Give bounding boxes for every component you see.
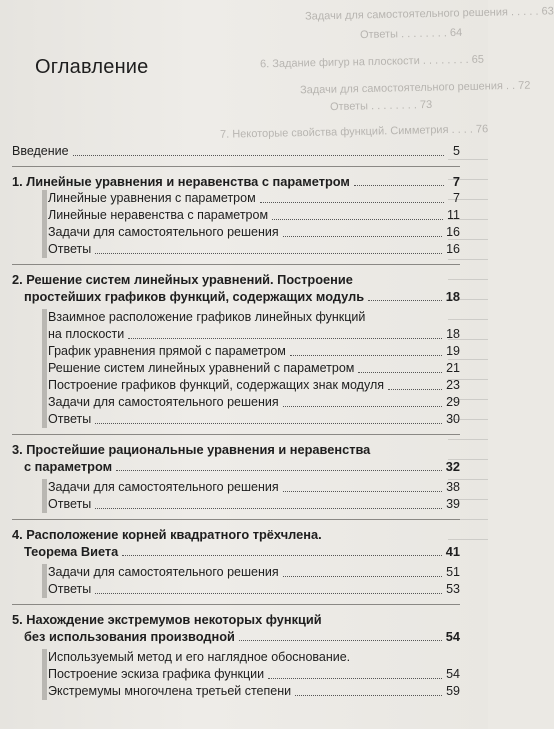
section-label: Ответы: [48, 582, 92, 596]
leader-dots: [95, 507, 442, 509]
section-label: Линейные неравенства с параметром: [48, 208, 269, 222]
toc-chapter-5[interactable]: [12, 611, 460, 645]
leader-dots: [128, 337, 442, 339]
section-page: 18: [446, 327, 460, 341]
section-page: 38: [446, 480, 460, 494]
toc-section[interactable]: [48, 377, 460, 394]
section-label: Задачи для самостоятельного решения: [48, 395, 279, 409]
toc-section[interactable]: [48, 683, 460, 700]
section-label: Используемый метод и его наглядное обоснование.: [48, 650, 351, 664]
section-label: Решение систем линейных уравнений с параметром: [48, 361, 355, 375]
leader-dots: [283, 575, 442, 577]
chapter-title-line-2: простейших графиков функций, содержащих модуль: [24, 289, 365, 304]
section-bar: [42, 649, 47, 700]
leader-dots: [283, 490, 442, 492]
section-bar: [42, 309, 47, 428]
leader-dots: [260, 201, 444, 203]
toc-section[interactable]: [48, 666, 460, 683]
toc-section[interactable]: [48, 496, 460, 513]
chapter-page: 41: [445, 544, 460, 559]
chapter-page: 54: [445, 629, 460, 644]
toc-section[interactable]: [48, 343, 460, 360]
leader-dots: [268, 677, 442, 679]
toc-entry-intro[interactable]: [12, 143, 460, 160]
toc-chapter-2[interactable]: [12, 271, 460, 305]
chapter-page: 18: [445, 289, 460, 304]
chapter-3-sections: [12, 479, 460, 513]
toc-section[interactable]: [48, 207, 460, 224]
toc-chapter-4[interactable]: [12, 526, 460, 560]
section-page: 16: [446, 242, 460, 256]
toc-section[interactable]: [48, 581, 460, 598]
toc-entry-label: Введение: [12, 144, 69, 158]
section-label: Построение эскиза графика функции: [48, 667, 265, 681]
toc-section[interactable]: [48, 564, 460, 581]
chapter-page: 7: [452, 174, 460, 189]
page-title: Оглавление: [35, 56, 149, 78]
toc-section[interactable]: [48, 360, 460, 377]
divider: [12, 434, 460, 435]
divider: [12, 264, 460, 265]
leader-dots: [116, 469, 442, 471]
chapter-2-sections: [12, 309, 460, 428]
leader-dots: [283, 405, 442, 407]
section-page: 23: [446, 378, 460, 392]
toc-chapter-1[interactable]: [12, 173, 460, 190]
leader-dots: [122, 554, 441, 556]
section-page: 54: [446, 667, 460, 681]
leader-dots: [283, 235, 442, 237]
chapter-1-sections: [12, 190, 460, 258]
toc-section[interactable]: [48, 649, 460, 666]
toc-section[interactable]: [48, 309, 460, 343]
leader-dots: [354, 184, 444, 186]
chapter-page: 32: [445, 459, 460, 474]
section-page: 16: [446, 225, 460, 239]
chapter-title-line-2: Теорема Виета: [24, 544, 119, 559]
leader-dots: [358, 371, 442, 373]
section-page: 7: [453, 191, 460, 205]
section-label: Построение графиков функций, содержащих знак модуля: [48, 378, 385, 392]
chapter-title-line-1: 3. Простейшие рациональные уравнения и неравенства: [12, 442, 371, 457]
table-of-contents: [12, 143, 460, 700]
leader-dots: [295, 694, 442, 696]
section-page: 29: [446, 395, 460, 409]
section-label: Ответы: [48, 412, 92, 426]
section-label: Линейные уравнения с параметром: [48, 191, 256, 205]
section-page: 39: [446, 497, 460, 511]
toc-entry-page: 5: [453, 144, 460, 158]
section-label: Задачи для самостоятельного решения: [48, 565, 279, 579]
toc-section[interactable]: [48, 241, 460, 258]
chapter-5-sections: [12, 649, 460, 700]
leader-dots: [290, 354, 442, 356]
toc-section[interactable]: [48, 411, 460, 428]
section-bar: [42, 479, 47, 513]
bleed-through-text: Задачи для самостоятельного решения . . . . . 63 Ответы . . . . . . . . 64 6. Задание фигур на плоскости . . . . . . . . 65 Задачи для самостоятельного решения . . 72 Ответы . . . . . . . . 73 7. Некоторые свойства функций. Симметрия . . . . 76: [219, 5, 554, 141]
section-page: 51: [446, 565, 460, 579]
leader-dots: [239, 639, 442, 641]
chapter-title-line-1: 4. Расположение корней квадратного трёхчлена.: [12, 527, 322, 542]
toc-section[interactable]: [48, 394, 460, 411]
section-page: 19: [446, 344, 460, 358]
section-label: График уравнения прямой с параметром: [48, 344, 286, 358]
chapter-4-sections: [12, 564, 460, 598]
chapter-title-line-1: 5. Нахождение экстремумов некоторых функций: [12, 612, 322, 627]
toc-chapter-3[interactable]: [12, 441, 460, 475]
chapter-title-line-2: без использования производной: [24, 629, 235, 644]
section-label: Задачи для самостоятельного решения: [48, 480, 279, 494]
section-page: 59: [446, 684, 460, 698]
divider: [12, 166, 460, 167]
section-label: Ответы: [48, 242, 92, 256]
section-label: Экстремумы многочлена третьей степени: [48, 684, 292, 698]
leader-dots: [95, 422, 442, 424]
toc-section[interactable]: [48, 479, 460, 496]
chapter-title: 1. Линейные уравнения и неравенства с параметром: [12, 174, 350, 189]
section-label: Задачи для самостоятельного решения: [48, 225, 279, 239]
chapter-title-line-2: с параметром: [24, 459, 113, 474]
section-page: 11: [447, 208, 460, 222]
section-label-line-1: Взаимное расположение графиков линейных функций: [48, 310, 366, 324]
divider: [12, 519, 460, 520]
divider: [12, 604, 460, 605]
section-bar: [42, 190, 47, 258]
leader-dots: [73, 154, 444, 156]
section-page: 53: [446, 582, 460, 596]
leader-dots: [95, 252, 442, 254]
chapter-title-line-1: 2. Решение систем линейных уравнений. Построение: [12, 272, 353, 287]
section-label: Ответы: [48, 497, 92, 511]
section-label-line-2: на плоскости: [48, 327, 125, 341]
leader-dots: [368, 299, 442, 301]
leader-dots: [272, 218, 443, 220]
toc-section[interactable]: [48, 190, 460, 207]
section-page: 30: [446, 412, 460, 426]
section-page: 21: [446, 361, 460, 375]
section-bar: [42, 564, 47, 598]
leader-dots: [388, 388, 442, 390]
toc-section[interactable]: [48, 224, 460, 241]
leader-dots: [95, 592, 442, 594]
